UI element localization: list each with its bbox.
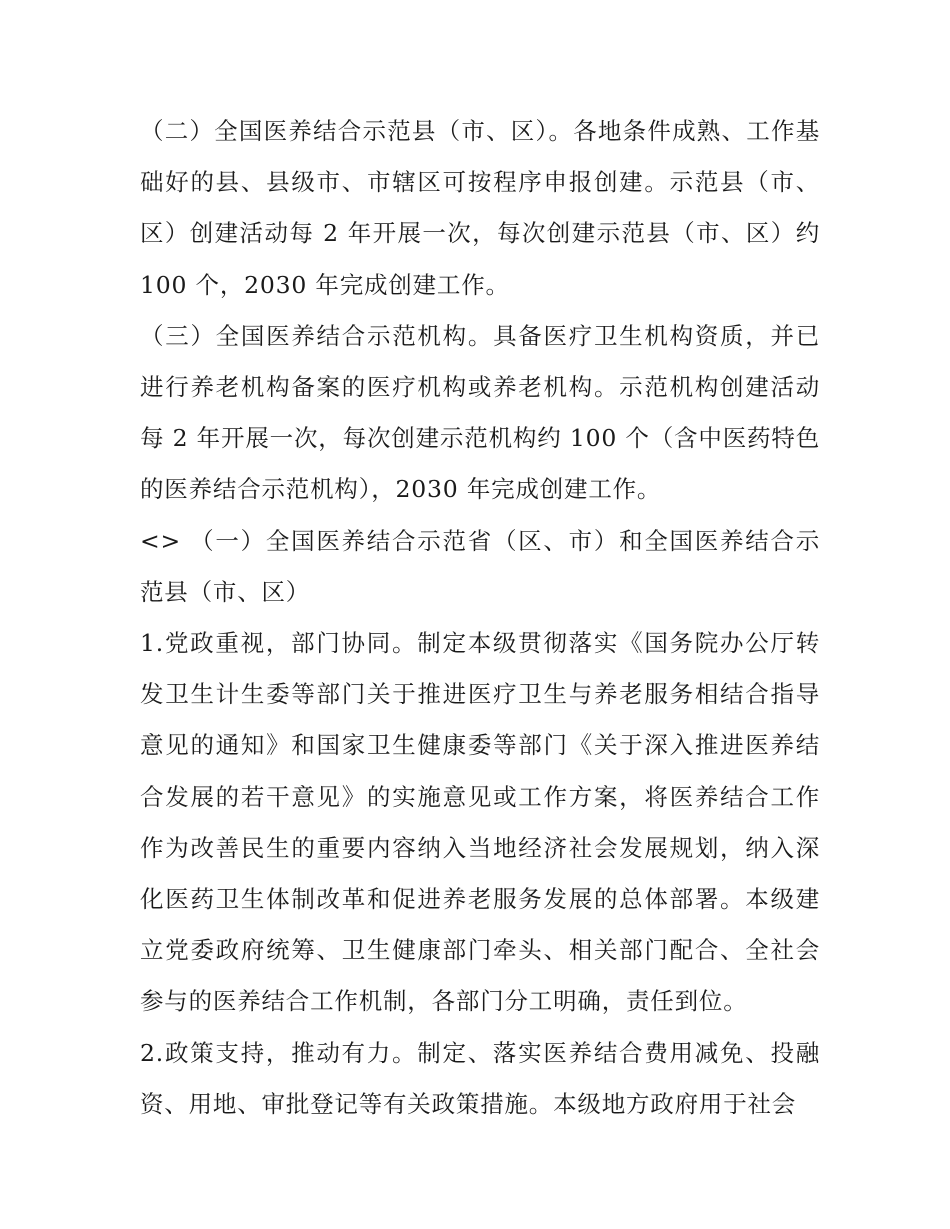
section-heading-provinces-counties: <> （一）全国医养结合示范省（区、市）和全国医养结合示范县（市、区）	[140, 526, 820, 606]
paragraph-demonstration-counties: （二）全国医养结合示范县（市、区）。各地条件成熟、工作基础好的县、县级市、市辖区可按程序申报创建。示范县（市、区）创建活动每 2 年开展一次，每次创建示范县（市、区）约 100 个，2030 年完成创建工作。	[140, 117, 820, 299]
paragraph-demonstration-institutions: （三）全国医养结合示范机构。具备医疗卫生机构资质，并已进行养老机构备案的医疗机构或养老机构。示范机构创建活动每 2 年开展一次，每次创建示范机构约 100 个（含中医药特色的医养结合示范机构），2030 年完成创建工作。	[140, 321, 820, 504]
paragraph-policy-support: 2.政策支持，推动有力。制定、落实医养结合费用减免、投融资、用地、审批登记等有关政策措施。本级地方政府用于社会	[140, 1038, 820, 1118]
paragraph-party-government-attention: 1.党政重视，部门协同。制定本级贯彻落实《国务院办公厅转发卫生计生委等部门关于推进医疗卫生与养老服务相结合指导意见的通知》和国家卫生健康委等部门《关于深入推进医养结合发展的若干意见》的实施意见或工作方案，将医养结合工作作为改善民生的重要内容纳入当地经济社会发展规划，纳入深化医药卫生体制改革和促进养老服务发展的总体部署。本级建立党委政府统筹、卫生健康部门牵头、相关部门配合、全社会参与的医养结合工作机制，各部门分工明确，责任到位。	[140, 629, 820, 1016]
document-body	[140, 106, 820, 1130]
